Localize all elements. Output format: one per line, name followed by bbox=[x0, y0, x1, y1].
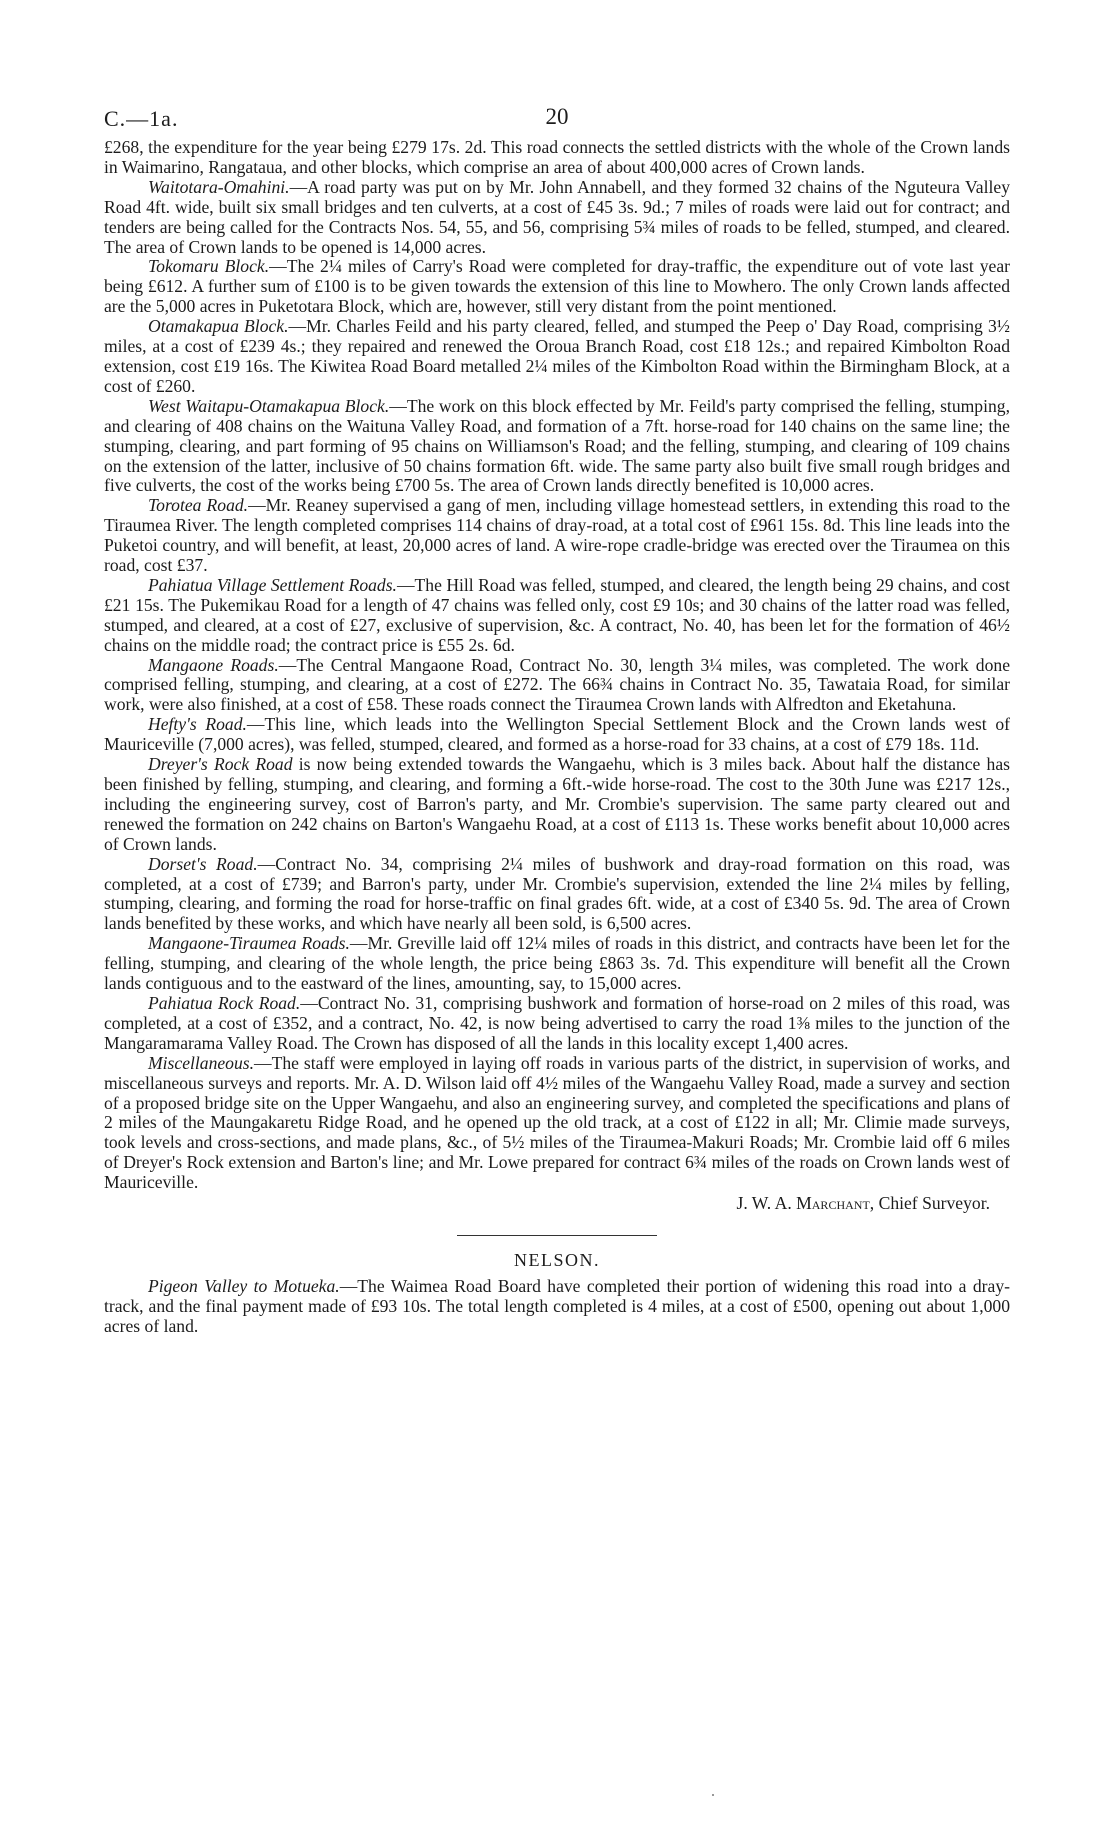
paragraph-title: Waitotara-Omahini. bbox=[148, 176, 290, 197]
page-header bbox=[104, 100, 1010, 136]
paragraph-text: —Mr. Greville laid off 12¼ miles of roads in this district, and contracts have been let for the felling, stumping, and clearing of the whole length, the price being £863 3s. 7d. This expenditure will benefit all the Crown lands contiguous and to the eastward of the lines, amounting, say, to 15,000 acres. bbox=[104, 933, 1010, 994]
paragraph-text: —Mr. Reaney supervised a gang of men, including village homestead settlers, in extending this road to the Tiraumea River. The length completed comprises 114 chains of dray-road, at a total cost of £961 15s. 8d. This line leads into the Puketoi country, and will benefit, at least, 20,000 acres of land. A wire-rope cradle-bridge was erected over the Tiraumea on this road, cost £37. bbox=[104, 495, 1011, 576]
paragraph bbox=[104, 257, 1010, 317]
page-number: 20 bbox=[545, 104, 569, 129]
paragraph bbox=[104, 715, 1010, 755]
paragraph bbox=[104, 397, 1010, 497]
section-divider bbox=[457, 1235, 657, 1236]
paragraph bbox=[104, 496, 1010, 576]
paragraph bbox=[104, 1054, 1010, 1193]
paragraph-text: —The 2¼ miles of Carry's Road were completed for dray-traffic, the expenditure out of vote last year being £612. A further sum of £100 is to be given towards the extension of this line to Mowhero. The only Crown lands affected are the 5,000 acres in Puketotara Block, which are, however, still very distant from the point mentioned. bbox=[104, 256, 1010, 317]
paragraph-text: —The work on this block effected by Mr. Feild's party comprised the felling, stumping, and clearing of 408 chains on the Waituna Valley Road, and formation of a 7ft. horse-road for 140 chains on the same line; the stumping, clearing, and part forming of 95 chains on Williamson's Road; and the felling, stumping, and clearing of 109 chains on the extension of the latter, inclusive of 50 chains formation 6ft. wide. The same party also built five small rough bridges and five culverts, the cost of the works being £700 5s. The area of Crown lands directly benefited is 10,000 acres. bbox=[104, 395, 1010, 496]
page-mark bbox=[712, 1794, 714, 1796]
paragraph-title: Otamakapua Block. bbox=[148, 316, 289, 337]
paragraph-text: —The Waimea Road Board have completed their portion of widening this road into a dray-track, and the final payment made of £93 10s. The total length completed is 4 miles, at a cost of £500, opening out about 1,000 acres of land. bbox=[104, 1276, 1010, 1336]
paragraph bbox=[104, 855, 1010, 935]
paragraph-text: £268, the expenditure for the year being £279 17s. 2d. This road connects the settled districts with the whole of the Crown lands in Waimarino, Rangataua, and other blocks, which comprise an area of about 400,000 acres of Crown lands. bbox=[104, 137, 1010, 177]
paragraph-title: Mangaone Roads. bbox=[148, 654, 279, 675]
paragraph-text: is now being extended towards the Wangaehu, which is 3 miles back. About half the distance has been finished by felling, stumping, and clearing, and forming a 6ft.-wide horse-road. The cost to the 30th June was £217 12s., including the engineering survey, cost of Barron's party, and Mr. Crombie's supervision. The same party cleared out and renewed the formation on 242 chains on Barton's Wangaehu Road, at a cost of £113 1s. These works benefit about 10,000 acres of Crown lands. bbox=[104, 754, 1010, 854]
paragraph-text: —Contract No. 31, comprising bushwork and formation of horse-road on 2 miles of this road, was completed, at a cost of £352, and a contract, No. 42, is now being advertised to carry the road 1⅜ miles to the junction of the Mangaramarama Valley Road. The Crown has disposed of all the lands in this locality except 1,400 acres. bbox=[104, 992, 1011, 1053]
paragraph bbox=[104, 317, 1010, 397]
paragraph bbox=[104, 138, 1010, 178]
section-body bbox=[104, 1277, 1010, 1337]
paragraph-text: —Mr. Charles Feild and his party cleared, felled, and stumped the Peep o' Day Road, comprising 3½ miles, at a cost of £239 4s.; they repaired and renewed the Oroua Branch Road, cost £18 12s.; and repaired Kimbolton Road extension, cost £19 16s. The Kiwitea Road Board metalled 2¼ miles of the Kimbolton Road within the Birmingham Block, at a cost of £260. bbox=[104, 316, 1010, 396]
paragraph-title: West Waitapu-Otamakapua Block. bbox=[148, 395, 390, 416]
paragraph-title: Hefty's Road. bbox=[148, 714, 247, 735]
paragraph bbox=[104, 576, 1010, 656]
paragraph bbox=[104, 994, 1010, 1054]
paragraph bbox=[104, 178, 1010, 258]
paragraph bbox=[104, 934, 1010, 994]
paragraph-title: Torotea Road. bbox=[148, 495, 249, 516]
signature-initials: J. W. A. bbox=[736, 1193, 797, 1214]
section-heading: NELSON. bbox=[514, 1250, 600, 1271]
paragraph-text: —The Central Mangaone Road, Contract No. 30, length 3¼ miles, was completed. The work done comprised felling, stumping, and clearing, at a cost of £272. The 66¾ chains in Contract No. 35, Tawataia Road, for similar work, were also finished, at a cost of £58. These roads connect the Tiraumea Crown lands with Alfredton and Eketahuna. bbox=[104, 654, 1010, 715]
paragraph bbox=[104, 755, 1010, 855]
paragraph bbox=[104, 656, 1010, 716]
paragraph-text: —This line, which leads into the Wellington Special Settlement Block and the Crown lands west of Mauriceville (7,000 acres), was felled, stumped, cleared, and formed as a horse-road for 33 chains, at a cost of £79 18s. 11d. bbox=[104, 714, 1010, 755]
paragraph-text: —Contract No. 34, comprising 2¼ miles of bushwork and dray-road formation on this road, was completed, at a cost of £739; and Barron's party, under Mr. Crombie's supervision, extended the line 2¼ miles by felling, stumping, clearing, and forming the road for horse-traffic on final grades 6ft. wide, at a cost of £340 5s. 9d. The area of Crown lands benefited by these works, and which have nearly all been sold, is 6,500 acres. bbox=[104, 853, 1011, 934]
paragraph bbox=[104, 1277, 1010, 1337]
paragraph-title: Miscellaneous. bbox=[148, 1052, 255, 1073]
paragraph-title: Tokomaru Block. bbox=[148, 256, 270, 277]
body-text bbox=[104, 138, 1010, 1193]
paragraph-text: —The Hill Road was felled, stumped, and cleared, the length being 29 chains, and cost £21 15s. The Pukemikau Road for a length of 47 chains was felled only, cost £9 10s; and 30 chains of the latter road was felled, stumped, and cleared, at a cost of £27, exclusive of supervision, &c. A contract, No. 40, has been let for the formation of 46½ chains on the middle road; the contract price is £55 2s. 6d. bbox=[104, 574, 1010, 655]
paragraph-title: Pahiatua Village Settlement Roads. bbox=[148, 574, 397, 595]
paragraph-title: Dreyer's Rock Road bbox=[148, 754, 293, 775]
paragraph-title: Dorset's Road. bbox=[148, 853, 258, 874]
paragraph-text: —A road party was put on by Mr. John Annabell, and they formed 32 chains of the Nguteura Valley Road 4ft. wide, built six small bridges and ten culverts, at a cost of £45 3s. 9d.; 7 miles of roads were laid out for contract; and tenders are being called for the Contracts Nos. 54, 55, and 56, comprising 5¾ miles of roads to be felled, stumped, and cleared. The area of Crown lands to be opened is 14,000 acres. bbox=[104, 176, 1010, 257]
document-reference: C.—1a. bbox=[104, 106, 179, 131]
page bbox=[104, 100, 1010, 1337]
paragraph-title: Pigeon Valley to Motueka. bbox=[148, 1276, 340, 1297]
paragraph-text: —The staff were employed in laying off roads in various parts of the district, in supervision of works, and miscellaneous surveys and reports. Mr. A. D. Wilson laid off 4½ miles of the Wangaehu Valley Road, made a survey and section of a proposed bridge site on the Upper Wangaehu, and also an engineering survey, and completed the specifications and plans of 2 miles of the Maungakaretu Ridge Road, and he opened up the old track, at a cost of £122 in all; Mr. Climie made surveys, took levels and cross-sections, and made plans, &c., of 5½ miles of the Tiraumea-Makuri Roads; Mr. Crombie laid off 6 miles of Dreyer's Rock extension and Barton's line; and Mr. Lowe prepared for contract 6¾ miles of the roads on Crown lands west of Mauriceville. bbox=[104, 1052, 1010, 1193]
paragraph-title: Pahiatua Rock Road. bbox=[148, 992, 301, 1013]
signature-surname: Marchant bbox=[796, 1193, 870, 1214]
signature bbox=[104, 1193, 1010, 1213]
paragraph-title: Mangaone-Tiraumea Roads. bbox=[148, 933, 350, 954]
signature-position: , Chief Surveyor. bbox=[869, 1193, 990, 1214]
